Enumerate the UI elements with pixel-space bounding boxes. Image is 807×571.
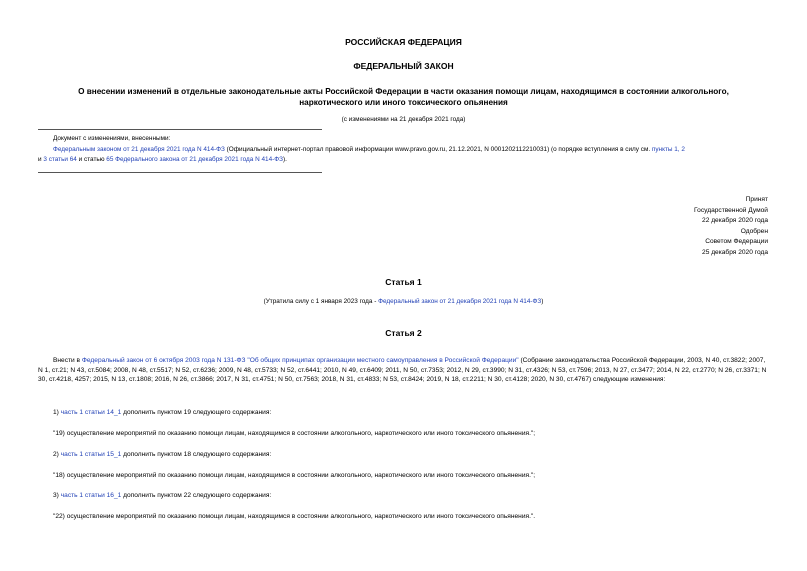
top-divider: [38, 129, 322, 130]
list-item: 3) часть 1 статьи 16_1 дополнить пунктом 22 следующего содержания:: [53, 492, 272, 499]
article-1-note: (Утратила силу с 1 января 2023 года - Федеральный закон от 21 декабря 2021 года N 414-ФЗ): [263, 298, 544, 305]
country-heading: РОССИЙСКАЯ ФЕДЕРАЦИЯ: [345, 37, 462, 47]
bottom-divider: [38, 172, 322, 173]
item-2-link[interactable]: часть 1 статьи 15_1: [60, 451, 122, 458]
article-2-heading: Статья 2: [385, 328, 422, 338]
item-1-link[interactable]: часть 1 статьи 14_1: [60, 409, 122, 416]
adoption-line: 25 декабря 2020 года: [702, 248, 768, 256]
adoption-line: Одобрен: [740, 227, 768, 235]
adoption-line: Государственной Думой: [694, 206, 768, 214]
changes-link-article64[interactable]: 3 статьи 64: [43, 156, 77, 163]
law-type-heading: ФЕДЕРАЛЬНЫЙ ЗАКОН: [353, 61, 454, 71]
article-1-note-link[interactable]: Федеральный закон от 21 декабря 2021 года N 414-ФЗ: [378, 298, 542, 305]
title-line-1: О внесении изменений в отдельные законодательные акты Российской Федерации в части оказания помощи лицам, находящимся в состоянии алкогольного,: [78, 87, 729, 96]
item-3-quote: "22) осуществление мероприятий по оказанию помощи лицам, находящимся в состоянии алкогольного, наркотического или иного токсического опьянения.".: [53, 513, 536, 520]
changes-text: Федеральным законом от 21 декабря 2021 года N 414-ФЗ (Официальный интернет-портал правовой информации www.pravo.gov.ru, 21.12.2021, N 0001202112210031) (о порядке вступления в силу см. пункты 1, 2 и 3 статьи 64 и статью 65 Федерального закона от 21 декабря 2021 года N 414-ФЗ).: [38, 145, 685, 163]
adoption-line: Советом Федерации: [705, 238, 768, 245]
list-item: 1) часть 1 статьи 14_1 дополнить пунктом 19 следующего содержания:: [53, 409, 272, 416]
intro-law-link[interactable]: Федеральный закон от 6 октября 2003 года N 131-ФЗ "Об общих принципах организации местного самоуправления в Российской Федерации": [81, 357, 519, 364]
changes-label: Документ с изменениями, внесенными:: [53, 135, 171, 142]
article-2-intro: Внести в Федеральный закон от 6 октября 2003 года N 131-ФЗ "Об общих принципах организации местного самоуправления в Российской Федерации" (Собрание законодательства Российской Федерации, 2003, N 40, ст.3822; 2007, N 1, ст.21; N 43, ст.5084; 2008, N 48, ст.5517; N 52, ст.6236; 2009, N 48, ст.5733; N 52, ст.6441; 2010, N 49, ст.6409; 2011, N 50, ст.7353; 2012, N 29, ст.3990; N 31, ст.4326; N 53, ст.7596; 2013, N 27, ст.3477; 2014, N 22, ст.2770; N 26, ст.3371; N 30, ст.4218, 4257; 2015, N 13, ст.1808; 2016, N 26, ст.3866; 2017, N 31, ст.4751; N 50, ст.7563; 2018, N 31, ст.4833; N 53, ст.8424; 2019, N 18, ст.2211; N 30, ст.4128; 2020, N 30, ст.4767) следующие изменения:: [38, 357, 767, 384]
article-1-heading: Статья 1: [385, 277, 422, 287]
changes-link-article65[interactable]: 65 Федерального закона от 21 декабря 2021 года N 414-ФЗ: [106, 156, 283, 163]
item-2-quote: "18) осуществление мероприятий по оказанию помощи лицам, находящимся в состоянии алкогольного, наркотического или иного токсического опьянения.";: [53, 472, 536, 479]
adoption-line: Принят: [745, 196, 768, 203]
item-3-link[interactable]: часть 1 статьи 16_1: [60, 492, 122, 499]
changes-box: [38, 134, 770, 166]
list-item: 2) часть 1 статьи 15_1 дополнить пунктом 18 следующего содержания:: [53, 451, 272, 458]
changes-link-points[interactable]: пункты 1, 2: [651, 145, 685, 153]
document-title: [0, 86, 807, 108]
revision-note: (с изменениями на 21 декабря 2021 года): [341, 116, 466, 123]
item-1-quote: "19) осуществление мероприятий по оказанию помощи лицам, находящимся в состоянии алкогольного, наркотического или иного токсического опьянения.";: [53, 430, 536, 437]
adoption-block: [694, 195, 768, 258]
adoption-line: 22 декабря 2020 года: [702, 217, 768, 224]
changes-link-law[interactable]: Федеральным законом от 21 декабря 2021 года N 414-ФЗ: [53, 145, 225, 153]
title-line-2: наркотического или иного токсического опьянения: [299, 98, 508, 107]
